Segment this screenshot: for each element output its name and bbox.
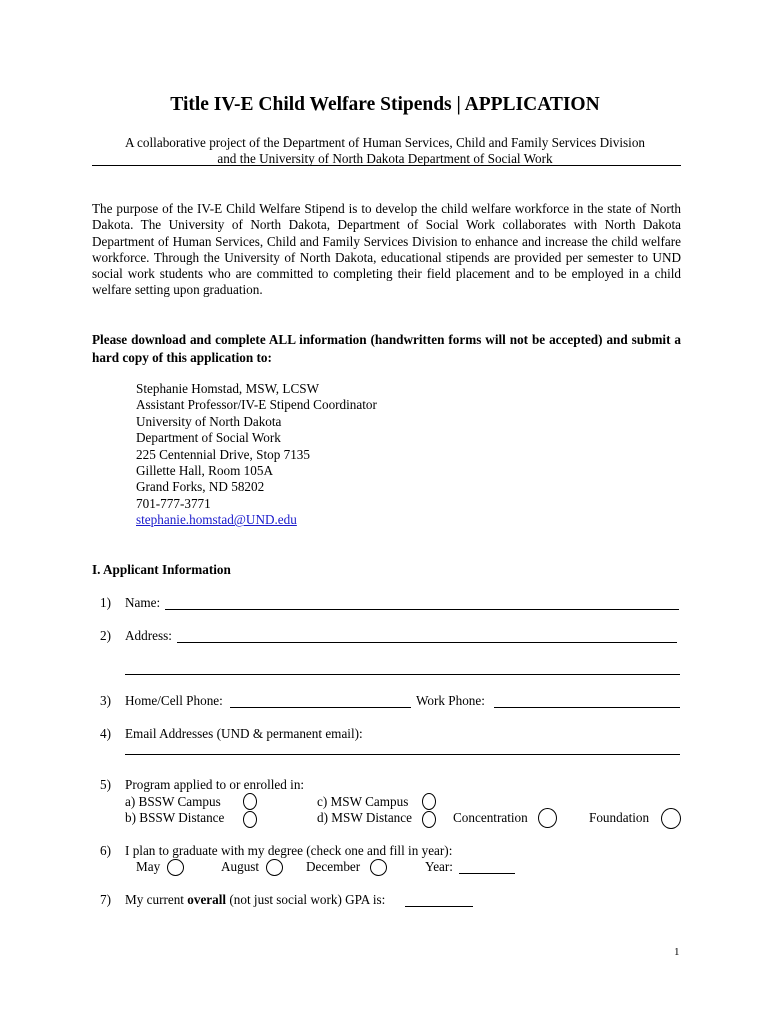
option-august-label: August xyxy=(221,859,260,874)
msw-distance-radio[interactable] xyxy=(422,811,436,828)
email-field[interactable] xyxy=(125,754,680,755)
graduation-label: I plan to graduate with my degree (check one and fill in year): xyxy=(125,843,453,858)
contact-phone: 701-777-3771 xyxy=(136,495,211,511)
question-number: 1) xyxy=(100,595,111,610)
contact-position: Assistant Professor/IV-E Stipend Coordinator xyxy=(136,397,377,413)
home-phone-label: Home/Cell Phone: xyxy=(125,693,223,708)
option-foundation-label: Foundation xyxy=(589,810,650,825)
name-field[interactable] xyxy=(165,609,679,610)
year-field[interactable] xyxy=(459,873,515,874)
page-number: 1 xyxy=(674,946,680,958)
question-number: 4) xyxy=(100,726,111,741)
home-phone-field[interactable] xyxy=(230,707,411,708)
page-title: Title IV-E Child Welfare Stipends | APPLICATION xyxy=(170,94,600,115)
option-msw-distance-label: d) MSW Distance xyxy=(317,810,412,825)
gpa-label-overall: overall xyxy=(187,892,227,907)
option-may-label: May xyxy=(136,859,161,874)
question-number: 3) xyxy=(100,693,111,708)
august-radio[interactable] xyxy=(266,859,283,876)
option-msw-campus-label: c) MSW Campus xyxy=(317,794,409,809)
question-number: 5) xyxy=(100,777,111,792)
question-number: 7) xyxy=(100,892,111,907)
contact-street: 225 Centennial Drive, Stop 7135 xyxy=(136,446,310,462)
gpa-label-start: My current xyxy=(125,892,188,907)
work-phone-label: Work Phone: xyxy=(416,693,485,708)
address-label: Address: xyxy=(125,628,172,643)
program-label: Program applied to or enrolled in: xyxy=(125,777,305,792)
work-phone-field[interactable] xyxy=(494,707,680,708)
contact-address-block xyxy=(136,381,377,529)
contact-building: Gillette Hall, Room 105A xyxy=(136,463,273,479)
section-heading-applicant-info: I. Applicant Information xyxy=(92,562,231,577)
email-label: Email Addresses (UND & permanent email): xyxy=(125,726,363,741)
foundation-radio[interactable] xyxy=(661,808,681,829)
option-bssw-distance-label: b) BSSW Distance xyxy=(125,810,225,825)
address-field-line-2[interactable] xyxy=(125,674,680,675)
option-concentration-label: Concentration xyxy=(453,810,528,825)
contact-name: Stephanie Homstad, MSW, LCSW xyxy=(136,381,320,396)
contact-university: University of North Dakota xyxy=(136,413,282,429)
may-radio[interactable] xyxy=(167,859,184,876)
contact-department: Department of Social Work xyxy=(136,430,281,446)
msw-campus-radio[interactable] xyxy=(422,793,436,810)
address-field-line-1[interactable] xyxy=(177,642,677,643)
gpa-label xyxy=(125,892,385,908)
bssw-campus-radio[interactable] xyxy=(243,793,257,810)
subtitle-line-2: and the University of North Dakota Department of Social Work xyxy=(217,151,553,166)
contact-city: Grand Forks, ND 58202 xyxy=(136,479,265,495)
december-radio[interactable] xyxy=(370,859,387,876)
question-number: 6) xyxy=(100,843,111,858)
subtitle-line-1: A collaborative project of the Department of Human Services, Child and Family Services Division xyxy=(124,135,646,150)
bssw-distance-radio[interactable] xyxy=(243,811,257,828)
header-divider xyxy=(92,165,681,166)
year-label: Year: xyxy=(425,859,453,874)
option-bssw-campus-label: a) BSSW Campus xyxy=(125,794,221,809)
purpose-paragraph: The purpose of the IV-E Child Welfare Stipend is to develop the child welfare workforce in the state of North Dakota. The University of North Dakota, Department of Social Work collaborates with North Dakota Department of Human Services, Child and Family Services Division to enhance and increase the child welfare workforce. Through the University of North Dakota, educational stipends are provided per semester to UND social work students who are committed to completing their field placement and to be employed in a child welfare setting upon graduation. xyxy=(92,201,681,298)
instructions-paragraph: Please download and complete ALL information (handwritten forms will not be accepted) and submit a hard copy of this application to: xyxy=(92,332,681,365)
concentration-radio[interactable] xyxy=(538,808,557,828)
name-label: Name: xyxy=(125,595,161,610)
option-december-label: December xyxy=(306,859,361,874)
gpa-label-end: (not just social work) GPA is: xyxy=(226,892,386,907)
gpa-field[interactable] xyxy=(405,906,473,907)
question-number: 2) xyxy=(100,628,111,643)
contact-email-link[interactable]: stephanie.homstad@UND.edu xyxy=(136,512,297,528)
